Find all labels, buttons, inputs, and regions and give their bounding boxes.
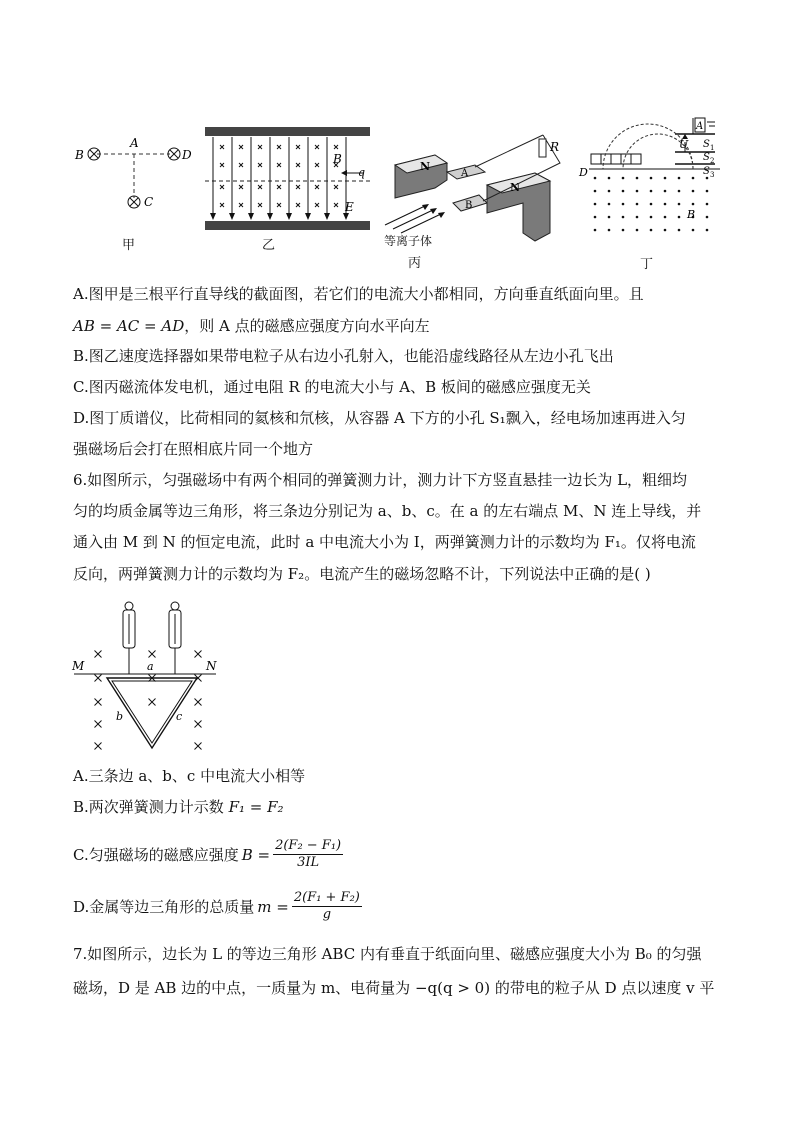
q6-stem-line2: 匀的均质金属等边三角形，将三条边分别记为 a、b、c。在 a 的左右端点 M、N 连上导线，并 bbox=[73, 502, 702, 520]
q5-option-d-line2: 强磁场后会打在照相底片同一个地方 bbox=[73, 440, 314, 458]
caption-jia: 甲 bbox=[122, 238, 136, 253]
q7-stem-line1: 7.如图所示，边长为 L 的等边三角形 ABC 内有垂直于纸面向里、磁感应强度大小为 B₀ 的匀强 bbox=[73, 945, 702, 963]
q6-d-lhs: m = bbox=[257, 897, 289, 916]
label-s3: S bbox=[703, 166, 710, 177]
q5-option-d-line1: D.图丁质谱仪，比荷相同的氦核和氘核，从容器 A 下方的小孔 S₁飘入，经电场加速再进入匀 bbox=[73, 409, 686, 427]
label-b-ding: B bbox=[687, 208, 696, 221]
label-magnet-n-top: N bbox=[420, 160, 431, 173]
label-d-ding: D bbox=[579, 166, 588, 179]
q6-option-d bbox=[73, 890, 362, 923]
label-c: C bbox=[144, 195, 154, 209]
figure-q6 bbox=[70, 598, 220, 758]
spring-balance-left bbox=[123, 602, 135, 674]
label-b-field: B bbox=[333, 152, 342, 166]
caption-yi: 乙 bbox=[262, 238, 276, 253]
label-u: U bbox=[679, 138, 689, 151]
label-d: D bbox=[182, 148, 192, 162]
q6-c-lhs: B = bbox=[241, 845, 271, 864]
caption-bing: 丙 bbox=[408, 256, 422, 271]
figure-jia bbox=[70, 120, 200, 250]
label-n: N bbox=[206, 659, 217, 673]
label-side-a: a bbox=[147, 660, 154, 673]
q5-option-a-line1: A.图甲是三根平行直导线的截面图，若它们的电流大小都相同，方向垂直纸面向里。且 bbox=[73, 285, 644, 303]
label-q: q bbox=[358, 166, 366, 179]
label-s3-sub: 3 bbox=[710, 171, 715, 179]
label-e: E bbox=[345, 200, 354, 214]
q5-a-tail: ，则 A 点的磁感应强度方向水平向左 bbox=[184, 317, 430, 335]
q5-option-b: B.图乙速度选择器如果带电粒子从右边小孔射入，也能沿虚线路径从左边小孔飞出 bbox=[73, 347, 614, 365]
q6-c-fraction bbox=[273, 838, 343, 871]
q5-option-c: C.图丙磁流体发电机，通过电阻 R 的电流大小与 A、B 板间的磁感应强度无关 bbox=[73, 378, 591, 396]
q6-c-text: C.匀强磁场的磁感应强度 bbox=[73, 845, 239, 864]
label-a: A bbox=[130, 136, 139, 150]
q6-option-a: A.三条边 a、b、c 中电流大小相等 bbox=[73, 767, 306, 785]
q6-d-fraction bbox=[292, 890, 362, 923]
q6-stem-line1: 6.如图所示，匀强磁场中有两个相同的弹簧测力计，测力计下方竖直悬挂一边长为 L，粗细均 bbox=[73, 471, 688, 489]
q6-b-formula: F₁ = F₂ bbox=[228, 798, 284, 816]
label-s2-sub: 2 bbox=[710, 157, 715, 165]
label-plate-a: A bbox=[461, 168, 469, 179]
label-container-a: A bbox=[696, 121, 704, 132]
label-m: M bbox=[72, 659, 85, 673]
label-side-b: b bbox=[116, 710, 124, 723]
label-b: B bbox=[75, 148, 84, 162]
figure-ding bbox=[575, 112, 725, 247]
label-r: R bbox=[550, 140, 560, 154]
q6-b-text: B.两次弹簧测力计示数 bbox=[73, 798, 224, 816]
q6-c-numerator: 2(F₂ − F₁) bbox=[275, 838, 342, 853]
label-plasma: 等离子体 bbox=[384, 234, 433, 248]
q7-stem-line2: 磁场，D 是 AB 边的中点，一质量为 m、电荷量为 −q(q > 0) 的带电的粒子从 D 点以速度 v 平 bbox=[73, 979, 715, 997]
figure-yi bbox=[205, 125, 375, 240]
q5-option-a-line2 bbox=[73, 316, 430, 336]
q6-option-c bbox=[73, 838, 343, 871]
q6-stem-line3: 通入由 M 到 N 的恒定电流，此时 a 中电流大小为 I，两弹簧测力计的示数均为 F₁。仅将电流 bbox=[73, 533, 696, 551]
label-plate-b: B bbox=[465, 200, 473, 211]
label-s2: S bbox=[703, 152, 710, 163]
label-side-c: c bbox=[176, 710, 183, 723]
q6-option-b bbox=[73, 797, 284, 817]
caption-ding: 丁 bbox=[640, 257, 654, 272]
q6-d-numerator: 2(F₁ + F₂) bbox=[293, 890, 360, 905]
label-s1-sub: 1 bbox=[710, 144, 715, 152]
label-s1: S bbox=[703, 139, 710, 150]
q6-c-denominator: 3IL bbox=[297, 855, 320, 870]
label-magnet-n-right: N bbox=[510, 181, 521, 194]
q6-d-denominator: g bbox=[322, 907, 332, 922]
q6-d-text: D.金属等边三角形的总质量 bbox=[73, 897, 255, 916]
q6-stem-line4: 反向，两弹簧测力计的示数均为 F₂。电流产生的磁场忽略不计，下列说法中正确的是( ) bbox=[73, 565, 651, 583]
spring-balance-right bbox=[169, 602, 181, 674]
q5-a-formula: AB = AC = AD bbox=[73, 317, 185, 335]
figure-bing bbox=[375, 125, 570, 245]
